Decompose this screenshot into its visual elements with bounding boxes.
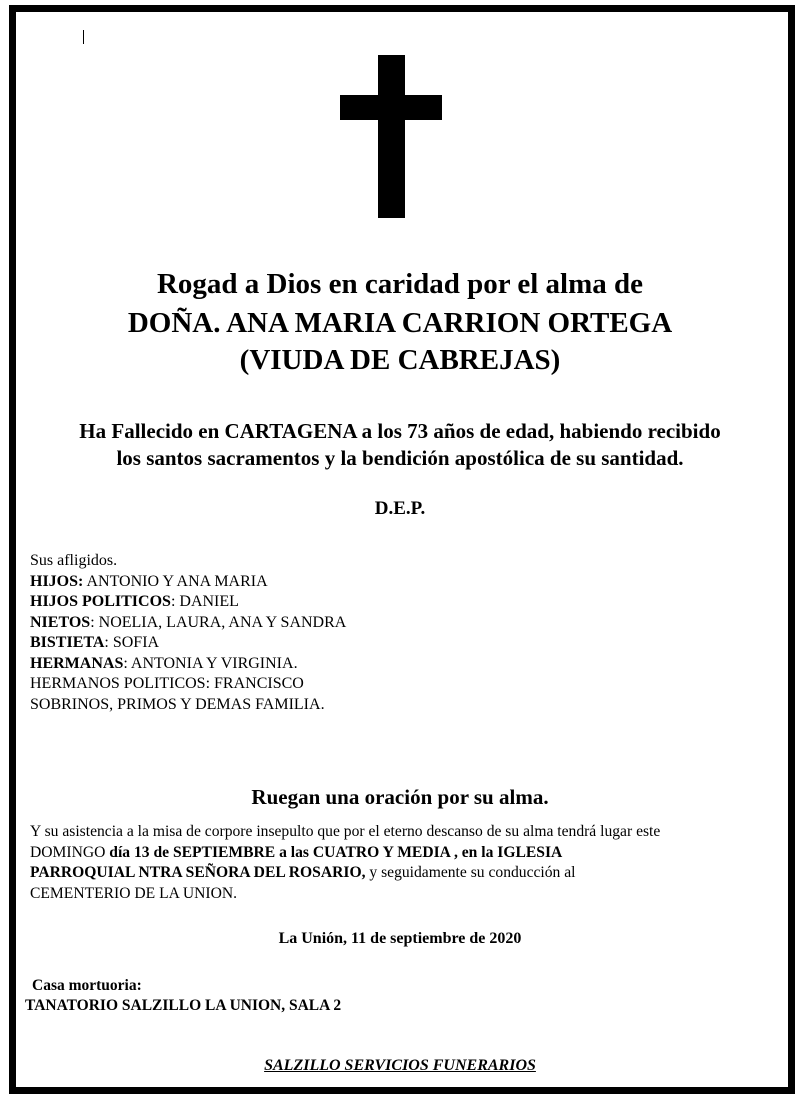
mass-church: PARROQUIAL NTRA SEÑORA DEL ROSARIO, xyxy=(30,864,366,881)
mass-details xyxy=(30,822,775,904)
nietos-value: : NOELIA, LAURA, ANA Y SANDRA xyxy=(90,613,347,631)
hermanas-value: : ANTONIA Y VIRGINIA. xyxy=(123,654,298,672)
mass-line-1: Y su asistencia a la misa de corpore insepulto que por el eterno descanso de su alma tendrá lugar este xyxy=(30,823,661,840)
heading-widow-of: (VIUDA DE CABREJAS) xyxy=(239,344,561,376)
mourners-bisnieta xyxy=(30,633,346,654)
text-cursor xyxy=(83,30,84,44)
funeral-company xyxy=(0,1056,800,1076)
bisnieta-label: BISTIETA xyxy=(30,634,105,651)
mourners-hijos-politicos xyxy=(30,592,346,613)
hijos-label: HIJOS: xyxy=(30,572,84,590)
mourners-list xyxy=(30,551,346,715)
mourners-nietos xyxy=(30,613,346,634)
mourners-hijos xyxy=(30,572,346,593)
heading-deceased-name: DOÑA. ANA MARIA CARRION ORTEGA xyxy=(127,307,673,339)
mass-day: DOMINGO xyxy=(30,843,110,861)
hijos-politicos-value: : DANIEL xyxy=(170,593,239,610)
death-notice-line-1: Ha Fallecido en CARTAGENA a los 73 años de edad, habiendo recibido xyxy=(79,419,721,443)
mass-line-3 xyxy=(30,863,775,884)
mass-procession: y seguidamente su conducción al xyxy=(365,864,576,881)
cross-horizontal-bar xyxy=(340,95,442,120)
hijos-value: ANTONIO Y ANA MARIA xyxy=(83,572,268,590)
funeral-home-value: TANATORIO SALZILLO LA UNION, SALA 2 xyxy=(25,997,342,1014)
dep-abbreviation: D.E.P. xyxy=(374,498,426,519)
funeral-company-name: SALZILLO SERVICIOS FUNERARIOS xyxy=(264,1057,536,1074)
mass-line-4: CEMENTERIO DE LA UNION. xyxy=(30,884,238,902)
mourners-hermanos-politicos: HERMANOS POLITICOS: FRANCISCO xyxy=(30,675,304,692)
heading-prayer: Rogad a Dios en caridad por el alma de xyxy=(156,268,644,300)
mourners-intro: Sus afligidos. xyxy=(30,552,118,569)
cross-vertical-bar xyxy=(378,55,405,218)
mass-datetime: día 13 de SEPTIEMBRE a las CUATRO Y MEDIA , en la IGLESIA xyxy=(109,843,563,861)
mourners-hermanas xyxy=(30,654,346,675)
bisnieta-value: : SOFIA xyxy=(104,634,160,651)
hijos-politicos-label: HIJOS POLITICOS xyxy=(30,593,171,610)
nietos-label: NIETOS xyxy=(30,613,91,631)
mourners-sobrinos: SOBRINOS, PRIMOS Y DEMAS FAMILIA. xyxy=(30,695,325,713)
prayer-request: Ruegan una oración por su alma. xyxy=(251,785,549,809)
funeral-home-label: Casa mortuoria: xyxy=(32,977,142,994)
death-notice-line-2: los santos sacramentos y la bendición apostólica de su santidad. xyxy=(116,446,684,470)
mass-line-2 xyxy=(30,843,775,864)
hermanas-label: HERMANAS xyxy=(30,654,124,672)
place-and-date: La Unión, 11 de septiembre de 2020 xyxy=(278,930,522,947)
